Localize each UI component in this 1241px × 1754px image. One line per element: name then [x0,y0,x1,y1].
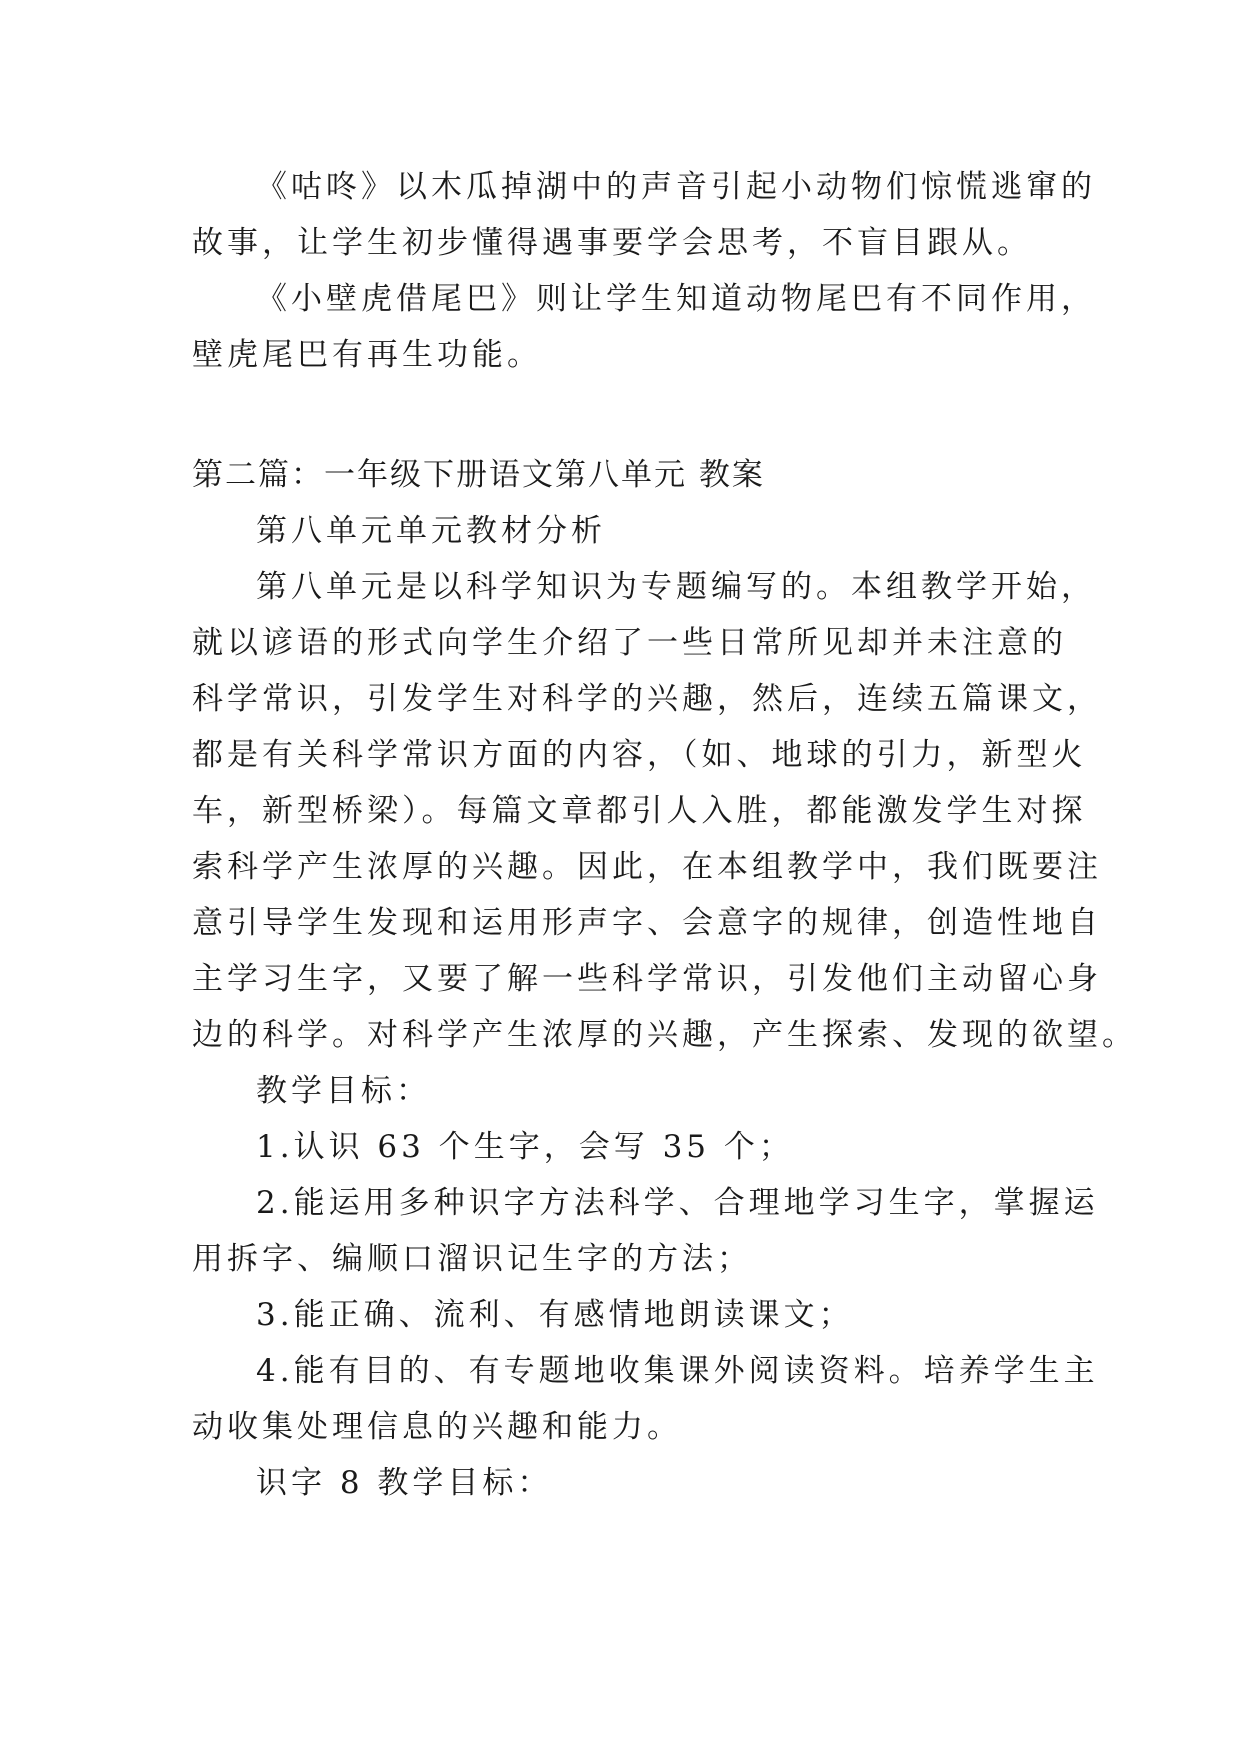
subsection-heading: 识字 8 教学目标： [256,1465,553,1501]
text-line: 边的科学。对科学产生浓厚的兴趣，产生探索、发现的欲望。 [192,1017,1137,1053]
text-line: 《咕咚》以木瓜掉湖中的声音引起小动物们惊慌逃窜的 [256,169,1096,205]
objectives-heading: 教学目标： [256,1073,431,1109]
text-line: 动收集处理信息的兴趣和能力。 [192,1409,682,1445]
list-item: 1.认识 63 个生字，会写 35 个； [256,1129,794,1165]
text-line: 壁虎尾巴有再生功能。 [192,337,542,373]
text-line: 意引导学生发现和运用形声字、会意字的规律，创造性地自 [192,905,1102,941]
text-line: 用拆字、编顺口溜识记生字的方法； [192,1241,752,1277]
list-item: 3.能正确、流利、有感情地朗读课文； [256,1297,854,1333]
text-line: 车，新型桥梁）。每篇文章都引人入胜，都能激发学生对探 [192,793,1087,829]
text-line: 主学习生字，又要了解一些科学常识，引发他们主动留心身 [192,961,1102,997]
list-item: 4.能有目的、有专题地收集课外阅读资料。培养学生主 [256,1353,1099,1389]
text-line: 就以谚语的形式向学生介绍了一些日常所见却并未注意的 [192,625,1067,661]
text-line: 科学常识，引发学生对科学的兴趣，然后，连续五篇课文， [192,681,1102,717]
text-line: 索科学产生浓厚的兴趣。因此，在本组教学中，我们既要注 [192,849,1102,885]
text-line: 故事，让学生初步懂得遇事要学会思考，不盲目跟从。 [192,225,1032,261]
section-heading: 第二篇：一年级下册语文第八单元 教案 [192,457,765,493]
list-item: 2.能运用多种识字方法科学、合理地学习生字，掌握运 [256,1185,1099,1221]
subsection-heading: 第八单元单元教材分析 [256,513,606,549]
text-line: 都是有关科学常识方面的内容，（如、地球的引力，新型火 [192,737,1087,773]
text-line: 第八单元是以科学知识为专题编写的。本组教学开始， [256,569,1096,605]
text-line: 《小壁虎借尾巴》则让学生知道动物尾巴有不同作用， [256,281,1096,317]
